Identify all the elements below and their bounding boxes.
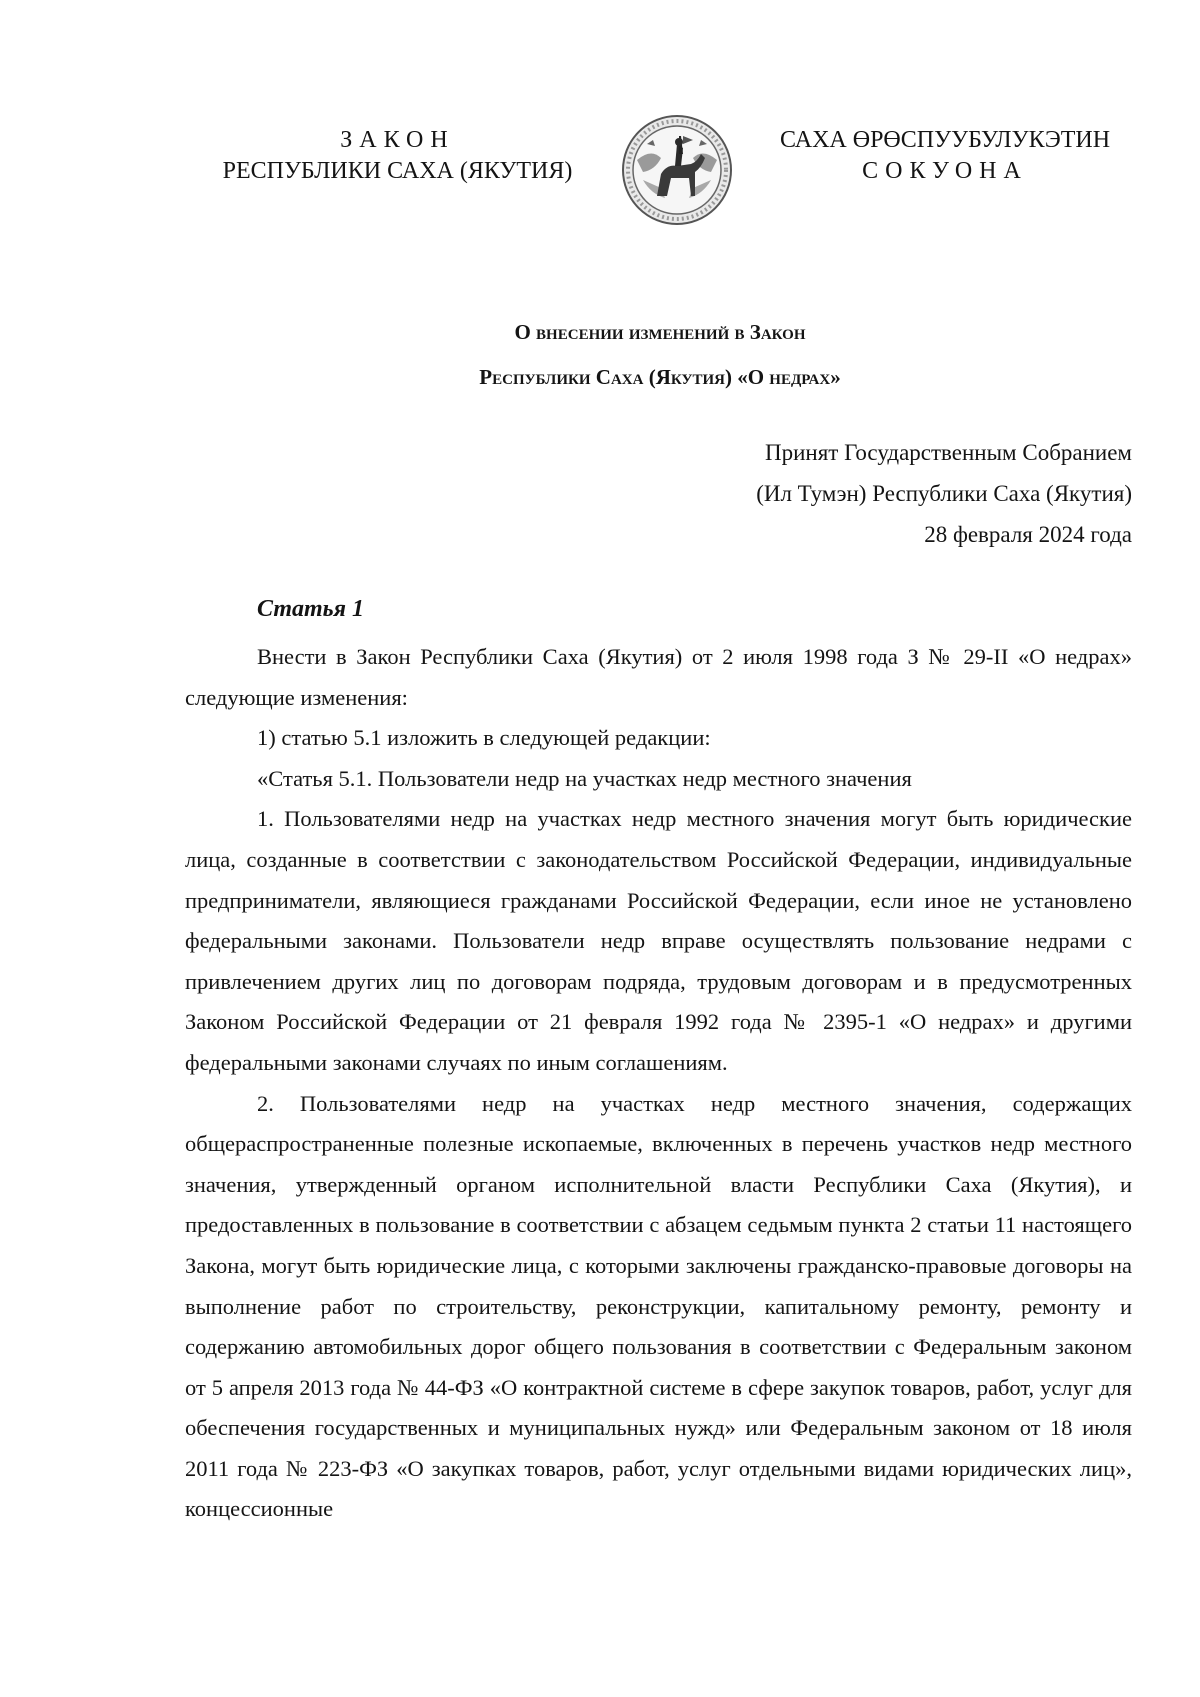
paragraph: 2. Пользователями недр на участках недр местного значения, содержащих общераспространенные полезные ископаемые, включенных в перечень участков недр местного значения, утвержденный органом исполнительной власти Республики Саха (Якутия), и предоставленных в пользование в соответствии с абзацем седьмым пункта 2 статьи 11 настоящего Закона, могут быть юридические лица, с которыми заключены гражданско-правовые договоры на выполнение работ по строительству, реконструкции, капитальному ремонту, ремонту и содержанию автомобильных дорог общего пользования в соответствии с Федеральным законом от 5 апреля 2013 года № 44-ФЗ «О контрактной системе в сфере закупок товаров, работ, услуг для обеспечения государственных и муниципальных нужд» или Федеральным законом от 18 июля 2011 года № 223-ФЗ «О закупках товаров, работ, услуг отдельными видами юридических лиц», концессионные xyxy=(185,1090,1132,1522)
header-left-block xyxy=(195,125,600,187)
paragraph: «Статья 5.1. Пользователи недр на участках недр местного значения xyxy=(257,765,912,791)
article-body xyxy=(185,637,1132,1530)
header-yakut-name: САХА ӨРӨСПУУБУЛУКЭТИН xyxy=(779,127,1111,153)
document-title xyxy=(190,310,1130,400)
header-right-block xyxy=(760,125,1130,187)
paragraph: 1. Пользователями недр на участках недр местного значения могут быть юридические лица, созданные в соответствии с законодательством Российской Федерации, индивидуальные предприниматели, являющиеся гражданами Российской Федерации, если иное не установлено федеральными законами. Пользователи недр вправе осуществлять пользование недрами с привлечением других лиц по договорам подряда, трудовым договорам и в предусмотренных Законом Российской Федерации от 21 февраля 1992 года № 2395-1 «О недрах» и другими федеральными законами случаях по иным соглашениям. xyxy=(185,806,1132,1075)
paragraph: Внести в Закон Республики Саха (Якутия) от 2 июля 1998 года З № 29-II «О недрах» следующие изменения: xyxy=(185,644,1132,710)
adoption-date: 28 февраля 2024 года xyxy=(924,522,1132,547)
coat-of-arms-icon xyxy=(621,114,733,226)
paragraph: 1) статью 5.1 изложить в следующей редакции: xyxy=(257,725,711,751)
header-law-word: ЗАКОН xyxy=(340,127,455,153)
adoption-line-2: (Ил Тумэн) Республики Саха (Якутия) xyxy=(756,481,1132,506)
header-republic-name: РЕСПУБЛИКИ САХА (ЯКУТИЯ) xyxy=(222,158,573,184)
article-heading: Статья 1 xyxy=(257,596,365,622)
adoption-line-1: Принят Государственным Собранием xyxy=(764,440,1132,465)
header-yakut-law-word: СОКУОНА xyxy=(862,158,1028,184)
title-line-1: О внесении изменений в Закон xyxy=(514,320,806,344)
title-line-2: Республики Саха (Якутия) «О недрах» xyxy=(479,365,841,389)
adoption-block xyxy=(756,432,1132,555)
